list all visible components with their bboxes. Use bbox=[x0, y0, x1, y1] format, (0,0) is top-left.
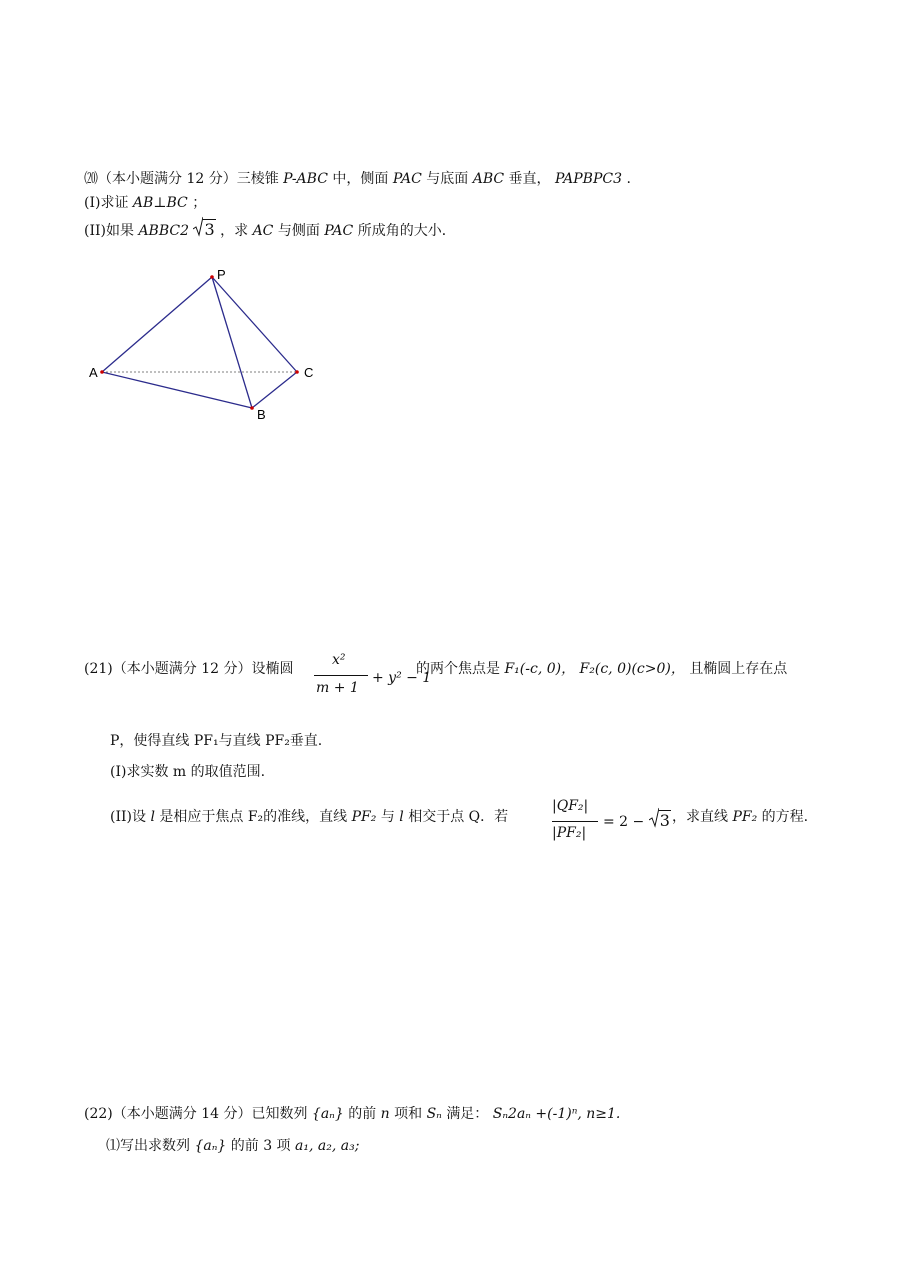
q20-p1-prefix: (I)求证 bbox=[84, 195, 129, 211]
q21-p2-e: ，求直线 bbox=[672, 809, 728, 825]
q20-sqrt-value: 3 bbox=[204, 220, 215, 239]
point-b bbox=[250, 406, 254, 410]
ratio-den: |PF₂| bbox=[552, 825, 587, 841]
edge-pc bbox=[212, 277, 297, 372]
ratio-fraction bbox=[552, 798, 602, 848]
q21-part1: (I)求实数 m 的取值范围. bbox=[110, 764, 266, 780]
q22-part1 bbox=[106, 1136, 359, 1156]
q22-p1-terms: a₁, a₂, a₃; bbox=[295, 1138, 360, 1154]
q20-p2-math: ABBC2 bbox=[138, 223, 190, 239]
edge-pa bbox=[102, 277, 212, 372]
q20-p2-pac: PAC bbox=[324, 223, 354, 239]
q20-head: ⒇（本小题满分 12 分）三棱锥 bbox=[84, 171, 279, 187]
edge-pb bbox=[212, 277, 252, 408]
q20-mid3: 垂直， bbox=[508, 171, 551, 187]
sqrt-sign-2 bbox=[649, 811, 671, 832]
q21-mid: 的两个焦点是 bbox=[416, 661, 500, 677]
q21-p2-l: l bbox=[150, 809, 155, 825]
q21-f2: F₂(c, 0)(c>0)， bbox=[579, 661, 685, 677]
q20-end: . bbox=[626, 171, 631, 187]
ratio-eq: = 2 − bbox=[603, 814, 645, 830]
q21-continue bbox=[416, 659, 787, 679]
q20-mid1: 中，侧面 bbox=[332, 171, 389, 187]
q21-p2-f: 的方程. bbox=[761, 809, 809, 825]
q21-p2-d: 相交于点 Q．若 bbox=[408, 809, 509, 825]
q20-p2-mid2: 与侧面 bbox=[277, 223, 320, 239]
q21-line2: P，使得直线 PF₁与直线 PF₂垂直. bbox=[110, 733, 323, 749]
q21-p2-pf2: PF₂ bbox=[351, 809, 377, 825]
q22-statement bbox=[84, 1104, 620, 1124]
q21-p2-l2: l bbox=[399, 809, 404, 825]
ellipse-fraction bbox=[314, 652, 374, 704]
q22-sn: Sₙ bbox=[426, 1106, 442, 1122]
ratio-bar bbox=[552, 821, 598, 822]
q20-pac: PAC bbox=[392, 171, 422, 187]
q20-p2-mid: ，求 bbox=[220, 223, 249, 239]
q21-f1: F₁(-c, 0)， bbox=[504, 661, 576, 677]
point-c bbox=[295, 370, 299, 374]
q20-part1 bbox=[84, 193, 206, 213]
q22-mid3: 满足： bbox=[446, 1106, 489, 1122]
sqrt-icon bbox=[649, 807, 659, 829]
label-c: C bbox=[304, 365, 314, 380]
q20-abc: ABC bbox=[472, 171, 505, 187]
ratio-rhs bbox=[603, 811, 671, 832]
after-frac: + y² − 1 bbox=[372, 670, 432, 686]
frac-den: m + 1 bbox=[316, 680, 359, 696]
q21-part2-end bbox=[672, 807, 808, 827]
label-p: P bbox=[217, 267, 226, 282]
tetrahedron-figure bbox=[80, 260, 340, 430]
q20-papbpc: PAPBPC3 bbox=[555, 171, 622, 187]
q20-part2 bbox=[84, 220, 456, 241]
q20-mid2: 与底面 bbox=[426, 171, 469, 187]
sqrt-icon bbox=[193, 216, 203, 238]
label-a: A bbox=[89, 365, 98, 380]
ratio-num: |QF₂| bbox=[552, 798, 589, 814]
ratio-sqrt-value: 3 bbox=[659, 811, 670, 830]
q20-p2-end: 所成角的大小． bbox=[357, 223, 456, 239]
frac-num: x² bbox=[332, 652, 346, 668]
q21-p2-b: 是相应于焦点 F₂的准线，直线 bbox=[159, 809, 348, 825]
q20-p2-ac: AC bbox=[252, 223, 274, 239]
q20-p2-prefix: (II)如果 bbox=[84, 223, 134, 239]
sqrt-sign bbox=[193, 220, 215, 241]
q20-pabc: P-ABC bbox=[283, 171, 328, 187]
q21-end: 且椭圆上存在点 bbox=[689, 661, 788, 677]
q21-p2-c: 与 bbox=[380, 809, 395, 825]
q22-p1-end: 的前 3 项 bbox=[230, 1138, 291, 1154]
q22-head: (22)（本小题满分 14 分）已知数列 bbox=[84, 1106, 308, 1122]
q22-p1-an: {aₙ} bbox=[194, 1138, 227, 1154]
edge-ab bbox=[102, 372, 252, 408]
point-p bbox=[210, 275, 214, 279]
label-b: B bbox=[257, 407, 266, 422]
q22-an: {aₙ} bbox=[311, 1106, 344, 1122]
q21-part2 bbox=[110, 807, 508, 827]
q21-head: (21)（本小题满分 12 分）设椭圆 bbox=[84, 661, 294, 677]
q22-formula: Sₙ2aₙ +(-1)ⁿ, n≥1. bbox=[492, 1106, 621, 1122]
q21-p2-pf2b: PF₂ bbox=[732, 809, 758, 825]
edge-bc bbox=[252, 372, 297, 408]
q20-p1-end: ； bbox=[192, 195, 207, 211]
point-a bbox=[100, 370, 104, 374]
q20-p1-math: AB⊥BC bbox=[132, 195, 188, 211]
q22-mid2: 项和 bbox=[394, 1106, 423, 1122]
q21-p2-a: (II)设 bbox=[110, 809, 146, 825]
q22-p1: ⑴写出求数列 bbox=[106, 1138, 190, 1154]
q20-statement bbox=[84, 169, 631, 189]
q22-mid: 的前 bbox=[348, 1106, 377, 1122]
q22-n: n bbox=[380, 1106, 390, 1122]
frac-bar bbox=[314, 675, 368, 676]
